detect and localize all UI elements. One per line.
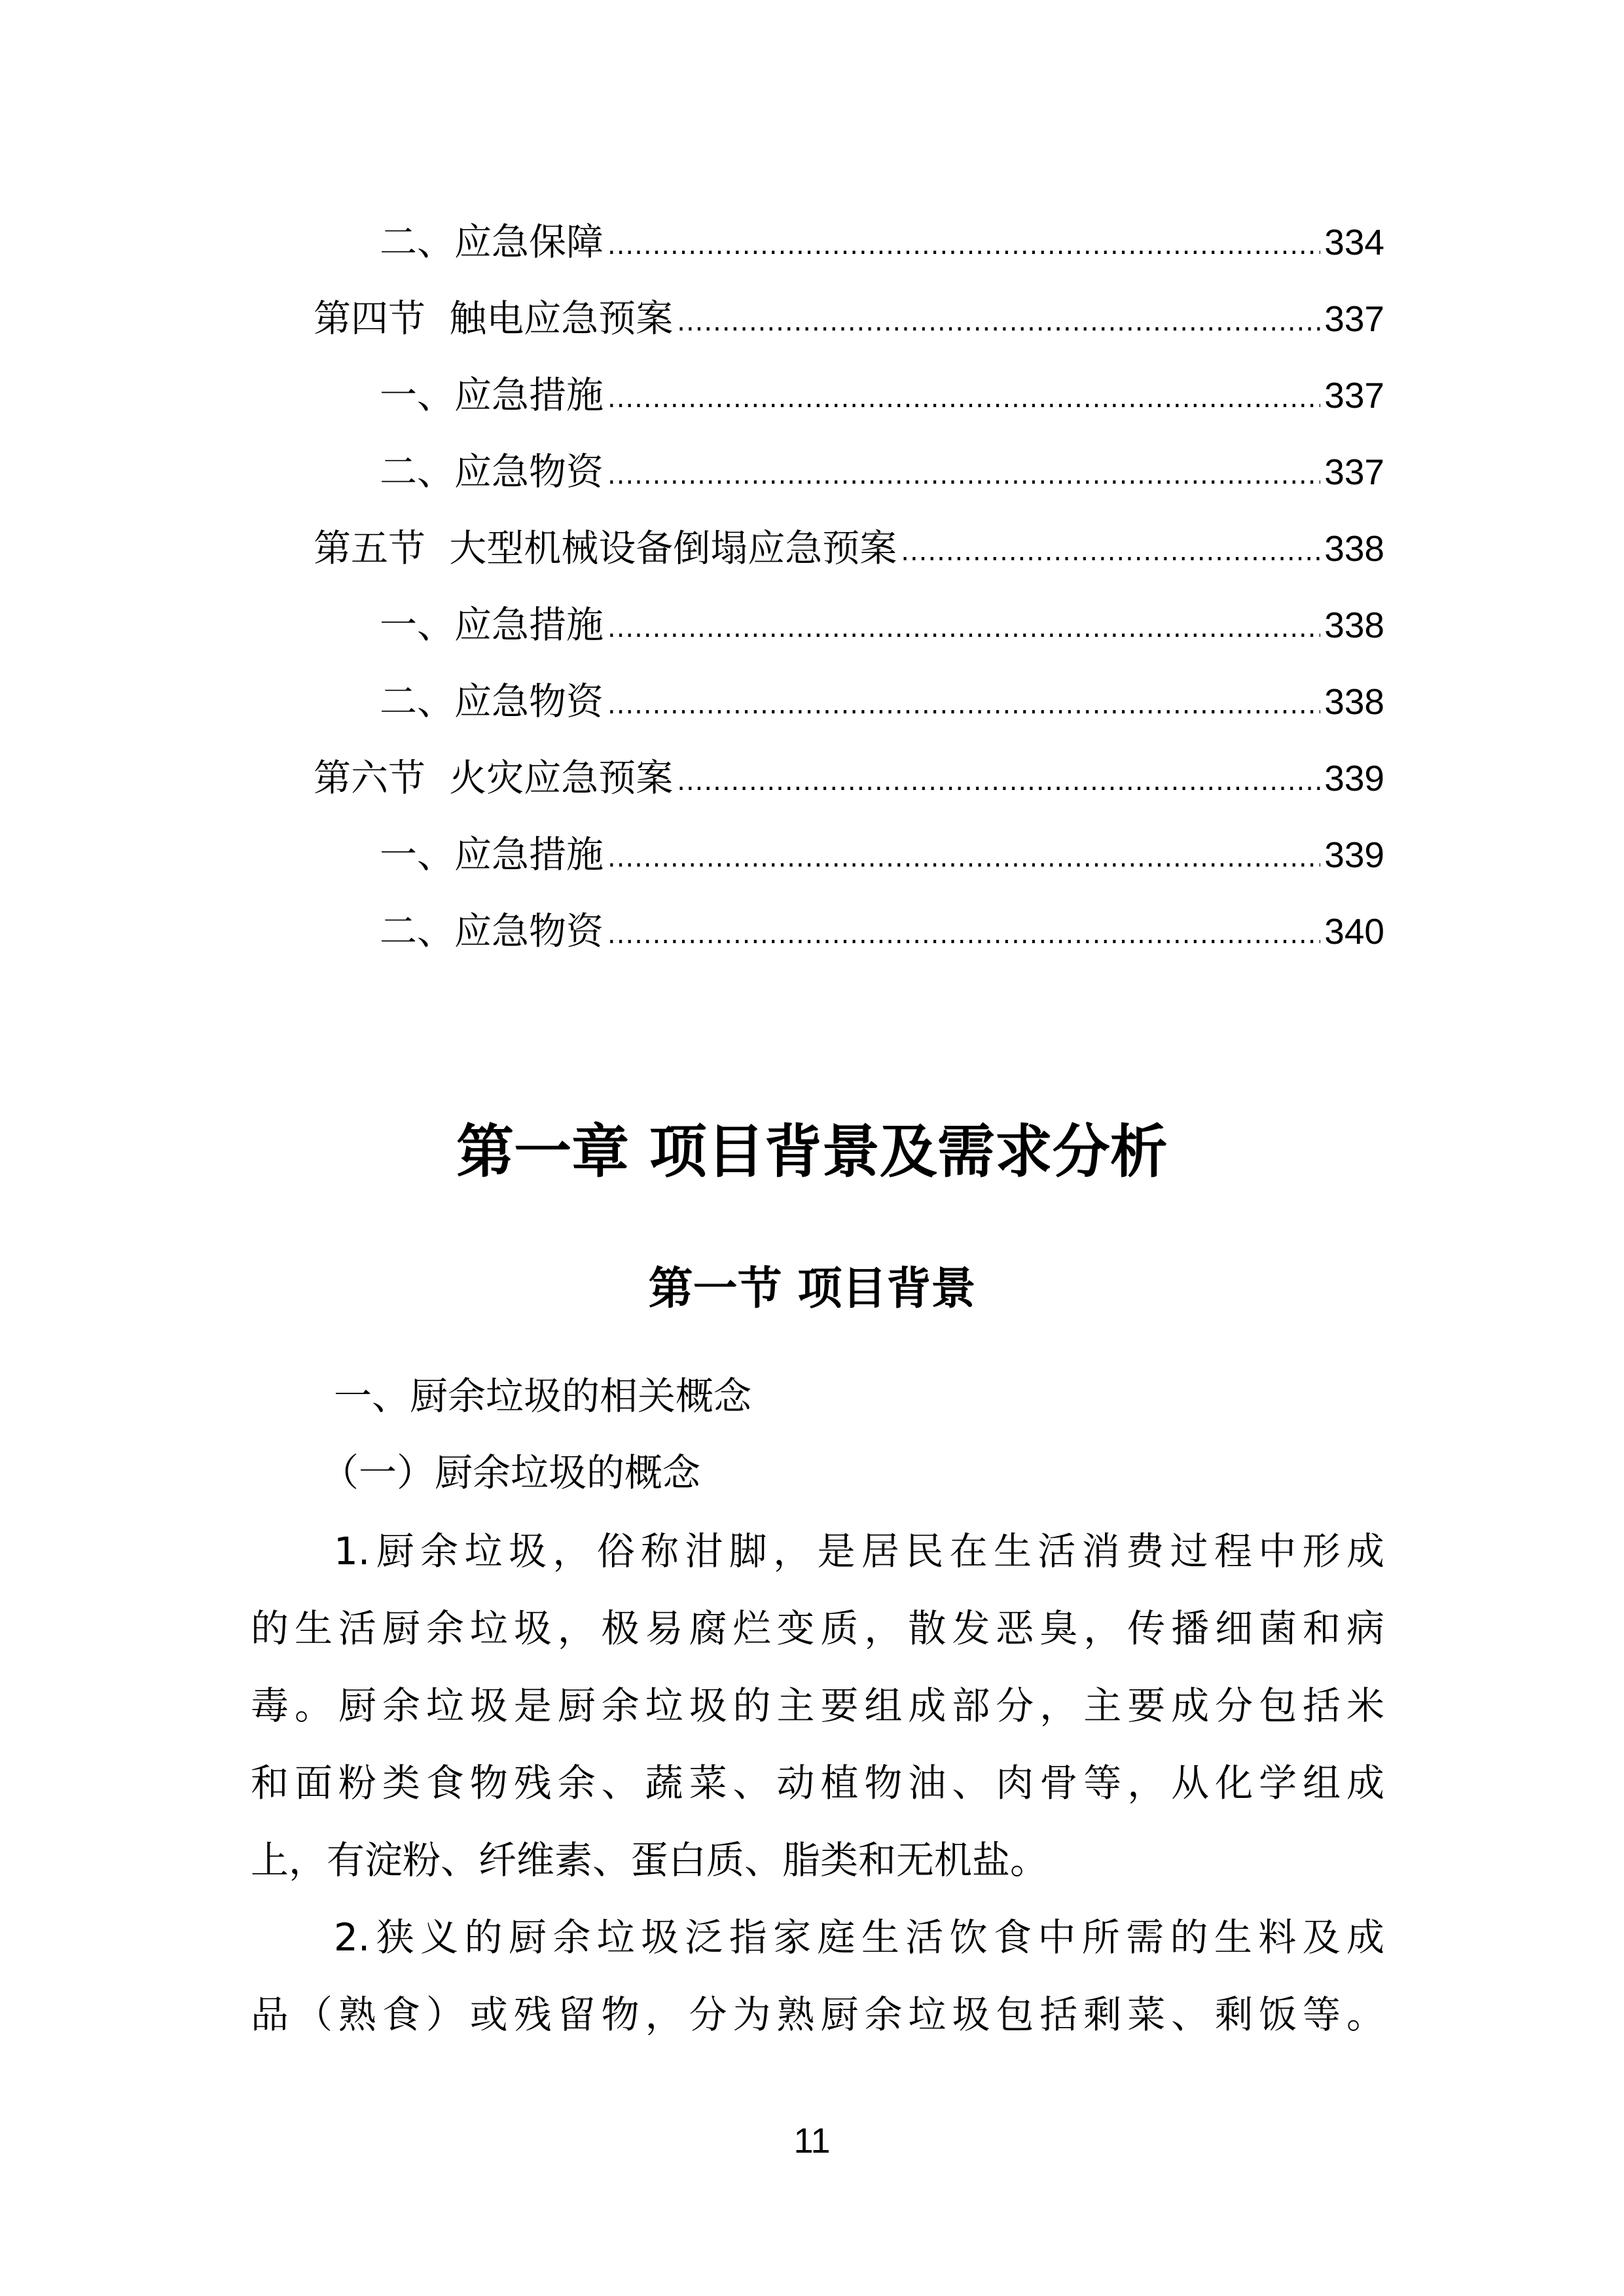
toc-leader-dots <box>607 376 1320 422</box>
paragraph-line: 1.厨余垃圾，俗称泔脚，是居民在生活消费过程中形成 <box>334 1529 1384 1573</box>
toc-leader-dots <box>677 759 1320 804</box>
toc-entry[interactable] <box>0 446 1384 498</box>
toc-entry-page: 334 <box>1324 222 1384 262</box>
toc-entry-label: 一、应急措施 <box>380 374 604 417</box>
toc-entry[interactable] <box>0 905 1384 958</box>
toc-entry-label: 一、应急措施 <box>380 603 604 647</box>
toc-entry-page: 340 <box>1324 911 1384 952</box>
toc-entry-page: 337 <box>1324 375 1384 416</box>
toc-leader-dots <box>607 835 1320 881</box>
page-number: 11 <box>793 2121 831 2161</box>
toc-entry-page: 338 <box>1324 528 1384 569</box>
toc-entry[interactable] <box>0 522 1384 575</box>
toc-entry[interactable] <box>0 752 1384 804</box>
toc-leader-dots <box>607 452 1320 498</box>
toc-entry-page: 339 <box>1324 834 1384 875</box>
toc-entry-label: 第五节 大型机械设备倒塌应急预案 <box>314 527 897 570</box>
paragraph-line: 和面粉类食物残余、蔬菜、动植物油、肉骨等，从化学组成 <box>251 1761 1384 1805</box>
paragraph-line: 的生活厨余垃圾，极易腐烂变质，散发恶臭，传播细菌和病 <box>251 1606 1384 1651</box>
toc-entry[interactable] <box>0 369 1384 422</box>
toc-entry-label: 二、应急物资 <box>380 910 604 953</box>
toc-entry[interactable] <box>0 829 1384 881</box>
toc-entry-label: 二、应急保障 <box>380 221 604 264</box>
toc-entry-page: 338 <box>1324 681 1384 722</box>
toc-entry-label: 二、应急物资 <box>380 450 604 493</box>
toc-leader-dots <box>607 223 1320 268</box>
toc-leader-dots <box>607 682 1320 728</box>
paragraph-line: 品（熟食）或残留物，分为熟厨余垃圾包括剩菜、剩饭等。 <box>251 1992 1384 2037</box>
toc-leader-dots <box>901 529 1320 575</box>
heading-level-1: 一、厨余垃圾的相关概念 <box>334 1374 752 1418</box>
toc-entry-label: 二、应急物资 <box>380 680 604 723</box>
toc-entry-label: 一、应急措施 <box>380 833 604 876</box>
toc-entry[interactable] <box>0 293 1384 345</box>
paragraph-line: 毒。厨余垃圾是厨余垃圾的主要组成部分，主要成分包括米 <box>251 1683 1384 1728</box>
toc-entry-page: 338 <box>1324 605 1384 645</box>
paragraph-line: 2.狭义的厨余垃圾泛指家庭生活饮食中所需的生料及成 <box>334 1915 1384 1960</box>
paragraph-line: 上，有淀粉、纤维素、蛋白质、脂类和无机盐。 <box>251 1838 1049 1882</box>
toc-entry[interactable] <box>0 675 1384 728</box>
heading-level-2: （一）厨余垃圾的概念 <box>321 1450 701 1495</box>
toc-entry-page: 337 <box>1324 452 1384 492</box>
chapter-title: 第一章 项目背景及需求分析 <box>456 1118 1168 1185</box>
toc-entry-page: 339 <box>1324 758 1384 798</box>
toc-leader-dots <box>607 912 1320 958</box>
toc-entry[interactable] <box>0 599 1384 651</box>
toc-entry-label: 第六节 火灾应急预案 <box>314 757 674 800</box>
toc-entry-label: 第四节 触电应急预案 <box>314 297 674 340</box>
toc-leader-dots <box>677 299 1320 345</box>
section-title: 第一节 项目背景 <box>648 1263 976 1315</box>
toc-entry-page: 337 <box>1324 298 1384 339</box>
toc-leader-dots <box>607 605 1320 651</box>
toc-entry[interactable] <box>0 216 1384 268</box>
